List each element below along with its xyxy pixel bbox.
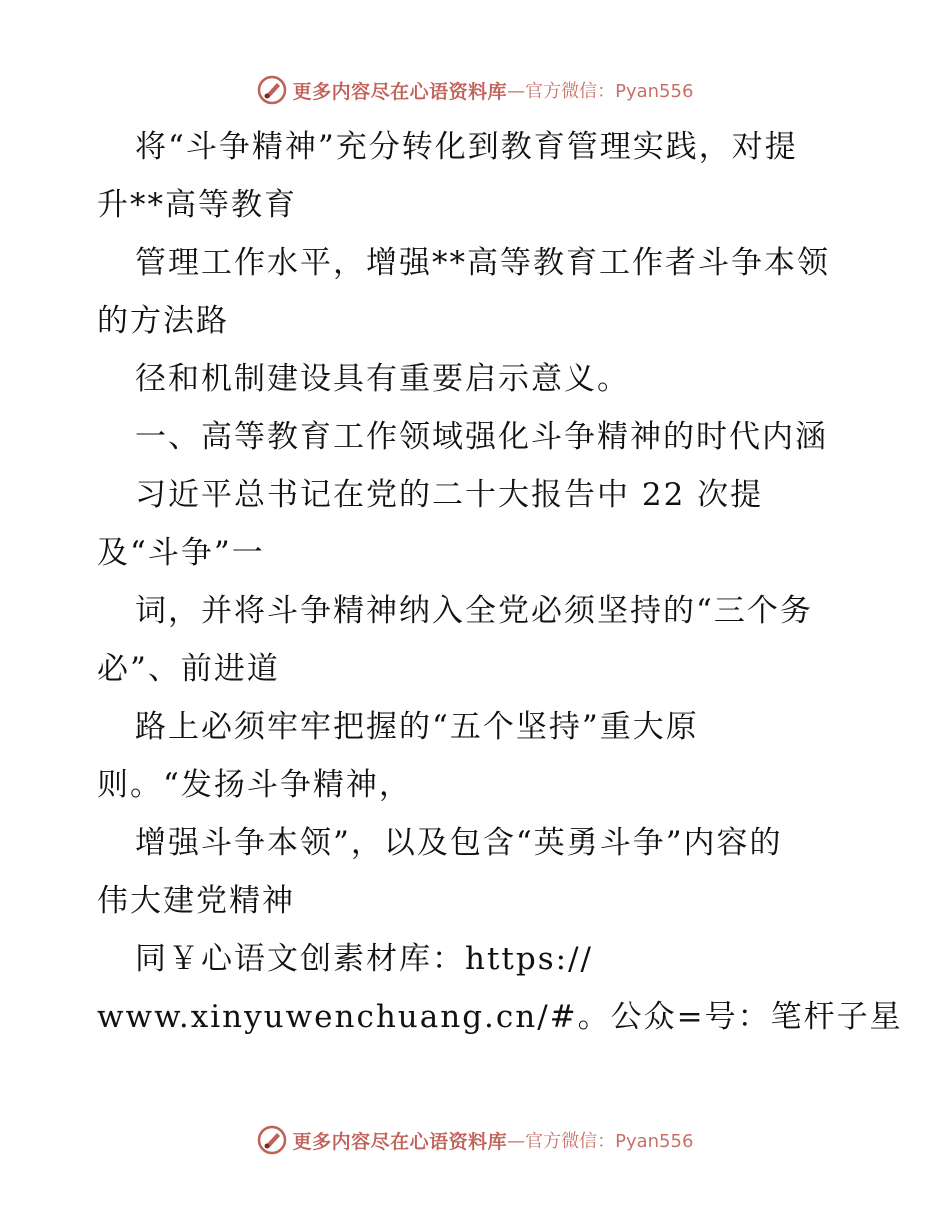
brand-logo-icon [257,75,287,105]
text-line: 路上必须牢牢把握的“五个坚持”重大原 [135,709,699,745]
text-line: 伟大建党精神 [97,883,295,919]
footer-watermark-banner [0,1120,950,1160]
document-body [97,118,903,1046]
header-banner-wechat: —官方微信：Pyan556 [507,81,694,102]
text-line: 径和机制建设具有重要启示意义。 [135,361,630,397]
text-line: 同￥心语文创素材库：https:// [135,941,593,977]
text-line: 将“斗争精神”充分转化到教育管理实践，对提 [135,129,798,165]
footer-banner-wechat: —官方微信：Pyan556 [507,1131,694,1152]
text-line: 管理工作水平，增强**高等教育工作者斗争本领 [135,245,830,281]
text-line: 升**高等教育 [97,187,297,223]
text-line: 的方法路 [97,303,229,339]
text-line: 则。“发扬斗争精神， [97,767,412,803]
text-line: www.xinyuwenchuang.cn/#。公众=号：笔杆子星 [97,999,903,1035]
header-watermark-banner [0,70,950,110]
brand-logo-icon [257,1125,287,1155]
text-line: 增强斗争本领”，以及包含“英勇斗争”内容的 [135,825,783,861]
text-line: 词，并将斗争精神纳入全党必须坚持的“三个务 [135,593,813,629]
footer-banner-text: 更多内容尽在心语资料库 [292,1130,508,1153]
text-line: 及“斗争”一 [97,535,265,571]
header-banner-text: 更多内容尽在心语资料库 [292,80,508,103]
text-line: 习近平总书记在党的二十大报告中 22 次提 [135,477,764,513]
section-heading: 一、高等教育工作领域强化斗争精神的时代内涵 [135,419,828,455]
text-line: 必”、前进道 [97,651,280,687]
